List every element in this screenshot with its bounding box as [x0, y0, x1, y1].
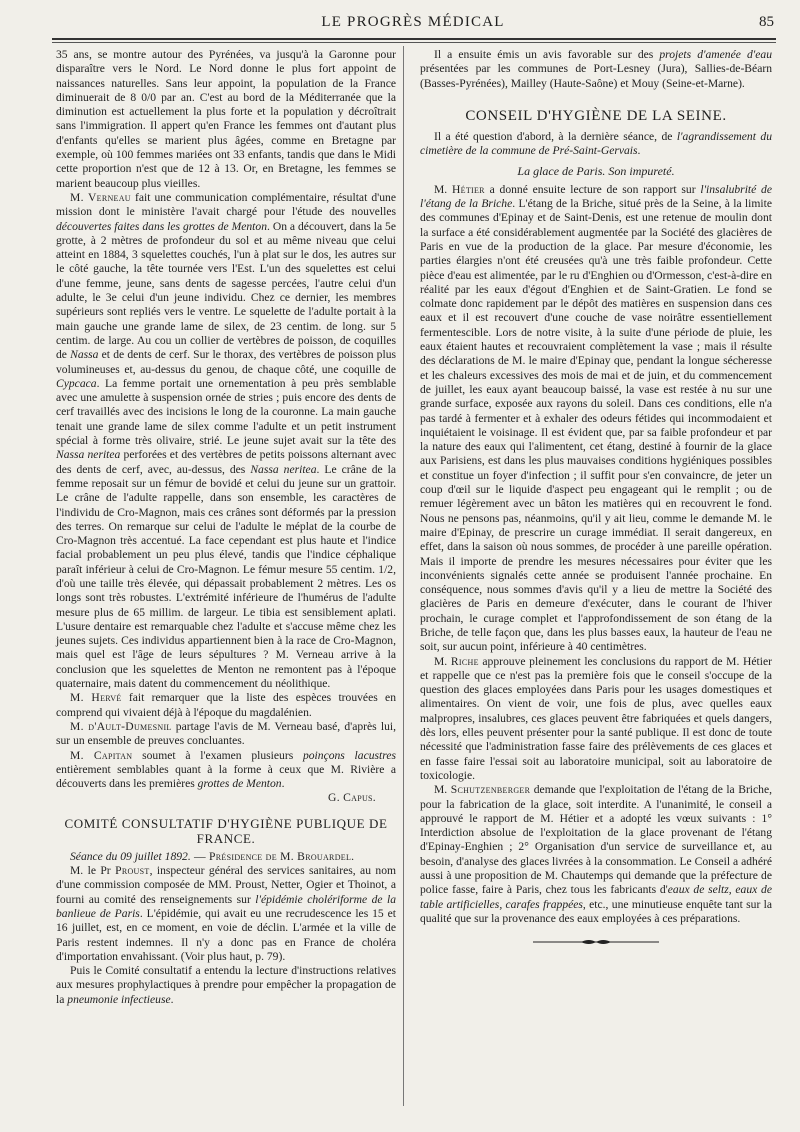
- session-line: [56, 850, 396, 864]
- paragraph-proust: [56, 864, 396, 964]
- italic-run: eaux de seltz, eaux de table artificielles, carafes frappées: [420, 883, 772, 911]
- text-run: M.: [434, 182, 452, 196]
- paragraph-schutzenberger: [420, 783, 772, 926]
- paragraph-verneau: [56, 191, 396, 691]
- text-run: . Le crâne de la femme reposait sur un fémur de bovidé et celui du jeune sur un grattoir. Le crâne de l'adulte rappelle, dans son ensemble, les caractères de l'individu de Cro-Magnon, mais ces crânes sont déformés par la pression des terres. On remarque sur celui de l'adulte le méplat de la courbe de Cro-Magnon très accentué. La face cependant est plus haute et l'indice facial probablement un peu plus élevé, tandis que l'indice céphalique paraît inférieur à celui de Cro-Magnon. Le fémur mesure 55 centim. 1/2, d'où une taille très élevée, qui dépassait probablement 2 mètres. Les os longs sont très robustes. L'extrémité inférieure de l'humérus de l'adulte mesure plus de 65 millim. de largeur. Le tibia est sensiblement aplati. L'usure dentaire est remarquable chez l'adulte et s'accuse même chez les jeunes sujets. Ces individus appartiennent bien à la race de Cro-Magnon, mais quel est l'âge de leurs sépultures ? M. Verneau arrive à la conclusion que les squelettes de Menton ne remontent pas à l'époque quaternaire, mais datent du commencement du néolithique.: [56, 462, 397, 691]
- italic-run: Nassa neritea: [56, 448, 121, 462]
- right-column: [420, 48, 772, 951]
- paragraph-herve: [56, 691, 396, 720]
- paragraph-capitan: [56, 749, 396, 792]
- paragraph-ault-dumesnil: [56, 720, 396, 749]
- speaker-name: Hétier: [451, 182, 485, 196]
- speaker-name: Riche: [450, 654, 479, 668]
- italic-run: Cypcaca: [56, 376, 97, 390]
- italic-run: grottes de Menton: [197, 777, 282, 791]
- text-run: .: [281, 777, 285, 791]
- text-run: , etc., une minutieuse enquête tant sur la qualité que sur la provenance des eaux employées à ces préparations.: [420, 897, 772, 925]
- column-divider: [403, 46, 404, 1106]
- text-run: , inspecteur général des services sanitaires, au nom d'une commission composée de MM. Proust, Netter, Ogier et Thoinot, a fourni au comité des renseignements sur: [56, 864, 397, 906]
- page-number: 85: [759, 14, 774, 30]
- text-run: Il a été question d'abord, à la dernière séance, de: [434, 129, 677, 143]
- italic-run: découvertes faites dans les grottes de Menton: [56, 219, 267, 233]
- text-run: Il a ensuite émis un avis favorable sur des: [434, 48, 660, 61]
- speaker-name: Schutzenberger: [450, 783, 531, 797]
- text-run: . On a découvert, dans la 5e grotte, à 2 mètres de profondeur du sol et au même niveau que celui atteint en 1884, 3 squelettes couchés, l'un à plat sur le dos, les autres sur le côté gauche, la tête tournée vers l'Est. L'un des squelettes est celui d'une femme, jeune, sans dents de sagesse percées, l'autre celui d'un adulte, le 3e celui d'un jeune individu. Chez ce dernier, les membres supérieurs sont repliés vers le ventre. Le squelette de l'adulte portait à la main gauche une grande lame de silex, de 23 centim. de long. sur 5 centim. de large. Au cou un collier de vertèbres de poisson, de coquilles de: [56, 219, 396, 362]
- left-column: [56, 48, 396, 1007]
- text-run: M.: [434, 783, 451, 797]
- speaker-name: M. d'Ault-Dumesnil: [70, 719, 172, 733]
- subheading-glace: La glace de Paris. Son impureté.: [517, 164, 675, 179]
- text-run: . L'étang de la Briche, situé près de la Seine, à la limite des communes d'Epinay et de Saint-Denis, est une retenue de moulin dont la surface a été considérablement augmentée par la Société des glacières de Paris en vue de la production de la glace. Par mesure d'économie, les parties élargies n'ont été creusées qu'à une très faible profondeur. Cette pièce d'eau est alimentée, par le ru d'Enghien ou d'Ormesson, c'est-à-dire en réalité par les eaux d'égout d'Enghien et de Saint-Gratien. Le fond se colmate donc rapidement par le dépôt des matières en suspension dans ces eaux et il est recouvert d'une couche de vase noirâtre essentiellement fermentescible. Lors de notre visite, à la suite d'une période de pluie, les eaux étaient hautes et recouvraient complètement la vase ; mais il résulte des déclarations de M. le maire d'Epinay que, pendant la longue sécheresse et les chaleurs excessives des mois de mai et de juin, et du commencement de juillet, les eaux ayant beaucoup baissé, la vase est restée à nu sur une grande surface, exposée aux rayons du soleil. Dans ces conditions, elle n'a pas tardé à fermenter et à exhaler des odeurs fétides qui incommodaient et inquiétaient le voisinage. Il est évident que, par sa faible profondeur et par la nature des eaux qui l'alimentent, cet étang, destiné à fournir de la glace aux Parisiens, est dans les plus mauvaises conditions hygiéniques possibles et constitue un foyer d'infection ; il suffit pour s'en convaincre, de jeter un coup d'œil sur le liquide d'aspect peu engageant qui le remplit ; ou de remuer légèrement avec un bâton les matières qui en recouvrent le fond. Nous ne pensons pas, néanmoins, qu'il y ait lieu, comme le demande M. le maire d'Epinay, de prescrire un curage immédiat. Il serait dangereux, en effet, dans la saison où nous sommes, de procéder à une pareille opération. Mais il importe de prendre les mesures nécessaires pour éviter que les inconvénients signalés cette année se produisent l'année prochaine. En conséquence, nous sommes d'avis qu'il y a lieu de mettre la Société des glacières de Paris en demeure d'exécuter, dans le courant de l'hiver prochain, le curage complet et l'approfondissement de son étang de la Briche, de telle façon que, dans les plus basses eaux, la hauteur de l'eau ne soit, sur aucun point, inférieure à 40 centimètres.: [420, 197, 772, 654]
- text-run: fait remarquer que la liste des espèces trouvées en comprend qui vivaient déjà à l'époque du magdalénien.: [56, 691, 397, 719]
- text-run: entièrement semblables quant à la forme à ceux que M. Rivière a découverts dans les premières: [56, 762, 396, 791]
- text-run: et de dents de cerf. Sur le thorax, des vertèbres de poisson plus volumineuses et, au-dessus du genou, de chaque côté, une coquille de: [56, 348, 397, 376]
- section-title-conseil: CONSEIL D'HYGIÈNE DE LA SEINE.: [465, 107, 727, 124]
- session-date: Séance du 09 juillet 1892.: [70, 849, 191, 863]
- header-rule-thin: [52, 42, 776, 43]
- italic-run: Nassa: [70, 348, 99, 362]
- ornament-rule-icon: [531, 938, 661, 946]
- text-run: Puis le Comité consultatif a entendu la lecture d'instructions relatives aux mesures prophylactiques à prendre pour empêcher la propagation de la: [56, 964, 396, 1006]
- end-ornament: [420, 936, 772, 950]
- header-rule-thick: [52, 38, 776, 40]
- italic-run: poinçons lacustres: [302, 748, 396, 762]
- paragraph-hetier: [420, 183, 772, 655]
- speaker-name: M. Verneau: [70, 190, 131, 204]
- paragraph-riche: [420, 655, 772, 784]
- italic-run: Nassa neritea: [250, 462, 317, 476]
- text-run: approuve pleinement les conclusions du rapport de M. Hétier et rappelle que ce n'est pas la première fois que le conseil s'occupe de la question des glaces employées dans Paris pour les usages domestiques et alimentaires. On vient de voir, une fois de plus, avec quelles eaux malpropres, insalubres, ces glaces peuvent être fabriquées et quels dangers, dès lors, elles peuvent présenter pour la santé publique. Il est donc de toute nécessité que l'administration fasse faire des prélèvements de ces glaces et en fasse faire l'essai soit au laboratoire municipal, soit au laboratoire de toxicologie.: [420, 654, 773, 782]
- page-header: [52, 14, 774, 36]
- speaker-name: M. Hervé: [70, 691, 122, 705]
- text-run: a donné ensuite lecture de son rapport sur: [484, 182, 701, 196]
- paragraph-pneumonie: [56, 964, 396, 1007]
- text-run: .: [170, 992, 174, 1006]
- paragraph-cimetiere: [420, 130, 772, 159]
- speaker-name: M. Capitan: [70, 748, 133, 762]
- text-run: perforées et des vertèbres de petits poissons alternant avec des dents de cerf, avec, au-dessus, des: [56, 448, 396, 476]
- speaker-name: Proust: [115, 864, 150, 878]
- italic-run: l'agrandissement du cimetière de la commune de Pré-Saint-Gervais: [420, 129, 772, 158]
- italic-run: pneumonie infectieuse: [67, 992, 171, 1006]
- section-title-comite: COMITÉ CONSULTATIF D'HYGIÈNE PUBLIQUE DE FRANCE.: [64, 815, 388, 846]
- text-run: . La femme portait une ornementation à peu près semblable avec une amulette à suspension ornée de stries ; puis encore des dents de cerf travaillés avec des incisions le long de la couronne. La main gauche tenait une grande lame de silex comme l'adulte et un petit instrument spécial à forme très olivaire, strié. Le jeune sujet avait sur la tête des: [56, 376, 396, 448]
- signature: G. Capus.: [328, 791, 376, 805]
- text-run: .: [637, 144, 641, 158]
- session-president: — Présidence de M. Brouardel.: [190, 849, 355, 863]
- paragraph-amenee-eau: [420, 48, 772, 91]
- text-run: soumet à l'examen plusieurs: [132, 748, 303, 762]
- text-run: . L'épidémie, qui avait eu une recrudescence les 15 et 16 juillet, est, en ce moment, en voie de déclin. L'armée et la ville de Paris restent indemnes. Il n'y a donc pas en France de choléra d'importation envahissant. (Voir plus haut, p. 79).: [56, 906, 396, 963]
- text-run: présentées par les communes de Port-Lesney (Jura), Sallies-de-Béarn (Basses-Pyrénées), Mailley (Haute-Saône) et Mouy (Seine-et-Marne).: [420, 62, 772, 90]
- italic-run: projets d'amenée d'eau: [659, 48, 772, 61]
- italic-run: l'épidémie cholériforme de la banlieue de Paris: [56, 892, 396, 920]
- running-title: LE PROGRÈS MÉDICAL: [321, 14, 505, 30]
- text-run: fait une communication complémentaire, résultat d'une mission dont le ministère l'avait chargé pour l'étude des nouvelles: [56, 190, 396, 219]
- text-run: M.: [434, 654, 451, 668]
- text-run: partage l'avis de M. Verneau basé, d'après lui, sur un ensemble de preuves concluantes.: [56, 719, 396, 748]
- italic-run: l'insalubrité de l'étang de la Briche: [420, 182, 773, 211]
- text-run: demande que l'exploitation de l'étang de la Briche, pour la fabrication de la glace, soit interdite. A l'unanimité, le conseil a approuvé le rapport de M. Hétier et a adopté les vœux suivants : 1° Interdiction absolue de l'exploitation de la glace provenant de l'étang d'Epinay-Enghien ; 2° Organisation d'un service de surveillance et, au besoin, d'analyse des glaces livrées à la consommation. Le Conseil a adhéré aussi à une proposition de M. Chautemps qui demande que la préfecture de police fasse, faire à Paris, chez tous les fabricants d': [420, 783, 773, 897]
- paragraph: 35 ans, se montre autour des Pyrénées, va jusqu'à la Garonne pour disparaître vers le Nord. Le Nord donne le plus fort appoint de naissances naturelles. Sans leur appoint, la population de la France diminuerait de 8 0/0 par an. C'est au bord de la Méditerranée que la diminution est actuellement la plus forte et la population y décroîtrait sans l'immigration. Il appert qu'en France les femmes ont d'autant plus d'enfants qu'elles se marient plus âgées, comme en Bretagne par exemple, où 100 femmes mariées ont 33 enfants, tandis que dans le Midi cette proportion n'est que de 12 à 13. Or, en Bretagne, les femmes se marient beaucoup plus vieilles.: [56, 48, 396, 190]
- text-run: M. le Pr: [70, 864, 116, 878]
